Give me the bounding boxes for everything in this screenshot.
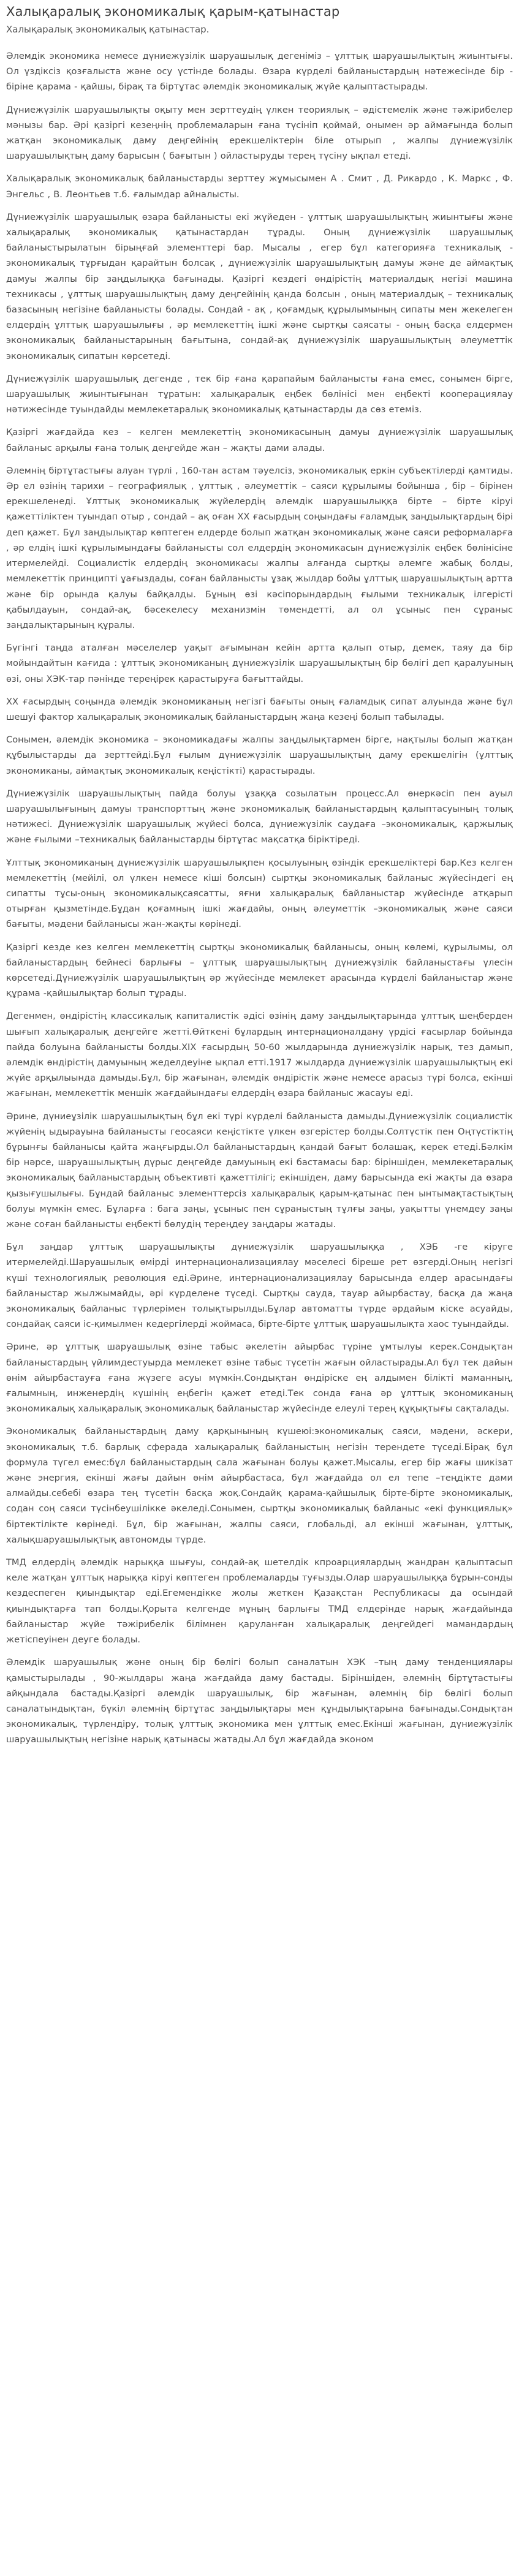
paragraph: Сонымен, әлемдік экономика – экономикадағы жалпы заңдылықтармен бірге, нақтылы болып жатқан құбылыстарды да зерттейді.Бұл ғылым дүниежүзілік шаруашылықтың даму ерекшелігін (ұлттық экономиканы, аймақтық экономикалық кеңістікті) қарастырады. <box>6 735 513 776</box>
paragraph: Бүгінгі таңда аталған мәселелер уақыт ағымынан кейін артта қалып отыр, демек, таяу да бір мойындайтын кағида : ұлттық экономиканың дүниежүзілік шаруашылықтың бір бөлігі деп қаралуының өзі, оны ХЭК-тар пәнінде тереңірек қарастыруға бағыттайды. <box>6 643 513 684</box>
paragraph: ТМД елдердің әлемдік нарыққа шығуы, сондай-ақ шетелдік кпроарциялардың жандран қалыптасып келе жатқан ұлттық нарыққа кіруі көптеген проблемаларды туғызды.Олар шаруашылыққа бұрын-сонды кездеспеген қиындықтар еді.Егемендікке жолы жеткен Қазақстан Республикасы да осындай қиындықтарға тап болды.Қорыта келгенде мұның барлығы ТМД елдерінде нарық жағдайында байланыстар жүйе тәжірибелік білімнен қаруланған халықаралық деңгейдегі мамандардың жетіспеуінен деуге болады. <box>6 1557 513 1645</box>
paragraph: Дүниежүзілік шаруашылықты оқыту мен зерттеудің үлкен теориялық – әдістемелік және тәжірибелер мәнызы бар. Әрі қазіргі кезеңнің проблемаларын ғана түсініп қоймай, онымен әр аймағында болып жатқан экономикалық даму деңгейінің ерекшеліктерін біле отырып , жалпы дүниежүзілік шаруашылықтың даму барысын ( бағытын ) ойластыруды терең түсіну ықпал етеді. <box>6 104 513 162</box>
paragraph: ХХ ғасырдың соңында әлемдік экономиканың негізгі бағыты оның ғаламдық сипат алуында және бұл шешуі фактор халықаралық экономикалық байланыстардың жаңа кезеңі болып табылады. <box>6 696 513 722</box>
paragraph: Экономикалық байланыстардың даму қарқынының күшеюі:экономикалық саяси, мәдени, әскери, экономикалық т.б. барлық сферада халықаралық байланыстың негізін терендете түседі.Бірақ бұл формула түгел емес:бұл байланыстардың сала жағынан болуы қажет.Мысалы, егер бір жағы шикізат және энергия, екінші жағы дайын өнім айырбастаса, бұл жағдайда ол ел тепе –теңдікте дами алмайды.себебі өзара тең түсетін басқа жоқ.Сондайқ қарама-қайшылық бірте-бірте экономикалық, содан соң саяси түсінбеушілікке әкеледі.Сонымен, сыртқы экономикалық байланыс «екі функциялық» біртектілікте көрінеді. Бұл, бір жағынан, жалпы саяси, глобальді, ал екінші жағынан, ұлттық, халықшаруашылықтық автономды түрде. <box>6 1426 513 1545</box>
paragraph: Дүниежүзілік шаруашылық дегенде , тек бір ғана қарапайым байланысты ғана емес, сонымен бірге, шаруашылық жиынтығынан тұратын: халықаралық еңбек бөлінісі мен еңбекті кооперациялау нәтижесінде туындайды мемлекетаралық экономикалық қатынастарды да сөз етеміз. <box>6 373 513 415</box>
paragraph: Әрине, дүниеұзілік шаруашылықтың бұл екі түрі күрделі байланыста дамыды.Дүниежүзілік социалистік жүйенің ыдырауына байланысты геосаяси кеңістікте үлкен өзгерістер болды.Солтүстік пен Оңтүстіктің бұрынғы байланысы қайта жаңғырды.Ол байланыстардың қандай бағыт болашақ, керек етеді.Бәлкім бір нәрсе, шаруашылықтың дүрыс деңгейде дамуының екі бастамасы бар: біріншіден, мемлекетаралық экономикалық байланыстардың объективті қажеттілігі; екіншіден, даму барысында екі жақты да өзара қызығушылығы. Бұндай байланыс элементтерсіз халықаралық қарым-қатынас пен ынтымақтастықтың болуы мүмкін емес. Бұларға : бага заңы, ұсыныс пен сұраныстың тұлғы заңы, уақытты үнемдеу заңы және соған байланысты еңбекті бөлудің тереңдеу заңдары жатады. <box>6 1111 513 1230</box>
paragraph: Дүниежүзілік шаруашылықтың пайда болуы ұзаққа созылатын процесс.Ал өнеркәсіп пен ауыл шаруашылығының дамуы транспорттың және экономикалық байланыстардың қалыптасуының толық нәтижесі. Дүниежүзілік шаруашылық жүйесі болса, дүниежүзілік саудаға –экономикалық, қаржылық және ғылыми –техникалық байланыстарды біртұтас мақсатқа біріктіреді. <box>6 788 513 845</box>
paragraph: Дүниежүзілік шаруашылық өзара байланысты екі жүйеден - ұлттық шаруашылықтың жиынтығы және халықаралық экономикалық қатынастардан тұрады. Оның дүниежүзілік шаруашылық байланыстырылатын бірыңғай элементтері бар. Мысалы , егер бұл категорияға техникалық - экономикалық тұрғыдан қарайтын болсақ , дүниежүзілік шаруашылықтың дамуы және де аймақтық дамуы жалпы бір заңдылыққа бағынады. Қазіргі кездегі өндірістің материалдық негізі машина техникасы , ұлттық шаруашылықтың даму деңгейінің қанда болсын , оның материалдық – техникалық базасының негізіне байланысты болады. Сондай - ақ , қоғамдық құрылымының сипаты мен жекелеген елдердің ұлттық шаруашылығы , әр мемлекеттің ішкі және сыртқы саясаты - оның басқа елдермен экономикалық байланыстарының бағытына, сондай-ақ дүниежүзілік шаруашылықтың әлеуметтік экономикалық сипатын көрсетеді. <box>6 211 513 361</box>
paragraph: Әлемдік экономика немесе дүниежүзілік шаруашылық дегеніміз – ұлттық шаруашылықтың жиынтығы. Ол үздіксіз қозғалыста және осу үстінде болады. Өзара күрделі байланыстардың нәтежесінде бір - біріне қарама - қайшы, бірақ та біртұтас әлемдік экономикалық жүйе қалыптастырады. <box>6 51 513 93</box>
paragraph: Әлемнің біртұтастығы алуан түрлі , 160-тан астам тәуелсіз, экономикалық еркін субъектілерді қамтиды. Әр ел өзінің тарихи – географиялық , ұлттық , әлеуметтік – саяси құрылымы бойынша , бір – бірінен ерекшеленеді. Ұлттық экономикалық жүйелердің әлемдік шаруашылыққа бірте – бірте кіруі қажеттіліктен туындап отыр , сондай – ақ оған ХХ ғасырдың соңындағы ғаламдық заңдылықтардың бірі деп қажет. Бұл заңдылықтар көптеген елдерде болып жатқан экономикалық және саяси реформаларға , әр елдің ішкі құрылымындағы байланысты сол елдердің экономикасын дүниежүзілік еңбек бөлінісіне итермелейді. Социалистік елдердің экономикасы жалпы алғанда сыртқы әлемге жабық болды, мемлекеттік принципті ұағыздады, соған байланысты ұзақ жылдар бойы ұлттық шаруашылықтың артта және бір орында қалуы байқалды. Бұның өзі кәсіпорындардың ғылыми техникалық ілгерісті қабылдауын, сондай-ақ, бәсекелесу механизмін төмендетті, ал ол ұсыныс пен сұраныс заңдалықтарының құралы. <box>6 465 513 630</box>
paragraph: Дегенмен, өндірістің классикалық капиталистік әдісі өзінің даму заңдылықтарында ұлттық шеңберден шығып халықаралық деңгейге жетті.Өйткені бұлардың интернационалдану үрдісі ғасырлар бойында пайда болуына байланысты болды.XIX ғасырдың 50-60 жылдарында дүниежүзілік нарық, тез дамып, әлемдік өндірістің дамуының жеделдеуіне ықпал етті.1917 жылдарда дүниежүзілік шаруашылықтың екі жүйе арқылыында дамыды.Бұл, бір жағынан, әлемдік өндірістік және немесе арасыз түрі болса, екінші жағынан, мемлекеттік меншік жағдайындағы елдердің өзара байланыс жасауы еді. <box>6 1011 513 1099</box>
paragraph: Ұлттық экономиканың дүниежүзілік шаруашылықпен қосылуының өзіндік ерекшеліктері бар.Кез келген мемлекеттің (мейілі, ол үлкен немесе кіші болсын) сыртқы экономикалық байланыс жүйесіндегі ең сипатты тұсы-оның экономикалықсаясатты, яғни халықаралық байланыстар жүйесінде атқарып отырған қызметінде.Бұдан қоғамның ішкі жағдайы, оның әлеуметтік –экономикалық және саяси бағыты, мәдени байланысы жан-жақты көрінеді. <box>6 857 513 930</box>
page-title: Халықаралық экономикалық қарым-қатынастар <box>6 4 340 19</box>
page-subtitle: Халықаралық экономикалық қатынастар. <box>6 24 210 35</box>
paragraph: Әрине, әр ұлттық шаруашылық өзіне табыс әкелетін айырбас түріне ұмтылуы керек.Сондықтан байланыстардың үйлимдестуырда мемлекет өзіне табыс түсетін жағын ойластырады.Ал бұл тек дайын өнім айырбастауға ғана жүзеге асуы мүмкін.Сондықтан өндіріске ең алдымен білікті маманның, ғалымның, инженердің күшінің еңбегін қажет етеді.Тек сонда ғана әр ұлттық экономиканың экономикалық халықаралық экономикалық байланыстар жүйесінде елеулі терең құқықтығы сақталады. <box>6 1342 513 1415</box>
paragraph: Халықаралық экономикалық байланыстарды зерттеу жұмысымен А . Смит , Д. Рикардо , К. Маркс , Ф. Энгельс , В. Леонтьев т.б. ғалымдар айналысты. <box>6 173 513 200</box>
paragraph: Қазіргі жағдайда кез – келген мемлекеттің экономикасының дамуы дүниежүзілік шаруашылық байланыс арқылы ғана толық деңгейде жан – жақты дами алады. <box>6 427 513 453</box>
paragraph: Бұл заңдар ұлттық шаруашылықты дүниежүзілік шаруашылыққа , ХЭБ -ге кіруге итермелейді.Шаруашылық өмірді интернационализациялау мәселесі біреше рет өзгерді.Оның негізгі күші технологиялық революция еді.Әрине, интернационализациялау барысында елдер арасындағы байланыстар жылжымайды, әрі күрделене түседі. Сыртқы сауда, тауар айырбастау, басқа да жаңа экономикалық байланыс түрлерімен толықтырылды.Бұлар автоматты түрде әрдайым кіске асуайды, сондайақ саяси іс-қимылмен кедергілерді жоймаса, бірте-бірте ұлттық шаруашылықта хаос туындайды. <box>6 1242 513 1330</box>
paragraph: Қазіргі кезде кез келген мемлекеттің сыртқы экономикалық байланысы, оның көлемі, құрылымы, ол байланыстардың бейнесі барлығы – ұлттық шаруашылықтың дүниежүзілік байланыстағы үлесін көрсетеді.Дүниежүзілік шаруашылықтың әр жүйесінде мемлекет арасында күрделі байланыстар және құрама -қайшылықтар болып тұрады. <box>6 942 513 999</box>
paragraph: Әлемдік шаруашылық және оның бір бөлігі болып саналатын ХЭК –тың даму тенденциялары қамыстырылады , 90-жылдары жаңа жағдайда даму бастады. Біріншіден, әлемнің біртұтастығы айқындала бастады.Қазіргі әлемдік шаруашылық, бір жағынан, әлемнің бір бөлігі болып саналатындықтан, бүкіл әлемнің біртұтас заңдылықтары мен құндылықтарына бағынады.Сондықтан экономикалық, түрлендіру, толық ұлттық экономика мен ұлттық емес.Екінші жағынан, дүниежүзілік шаруашылықтың негізіне нарық қатынасы жатады.Ал бұл жағдайда эконом <box>6 1657 513 1745</box>
